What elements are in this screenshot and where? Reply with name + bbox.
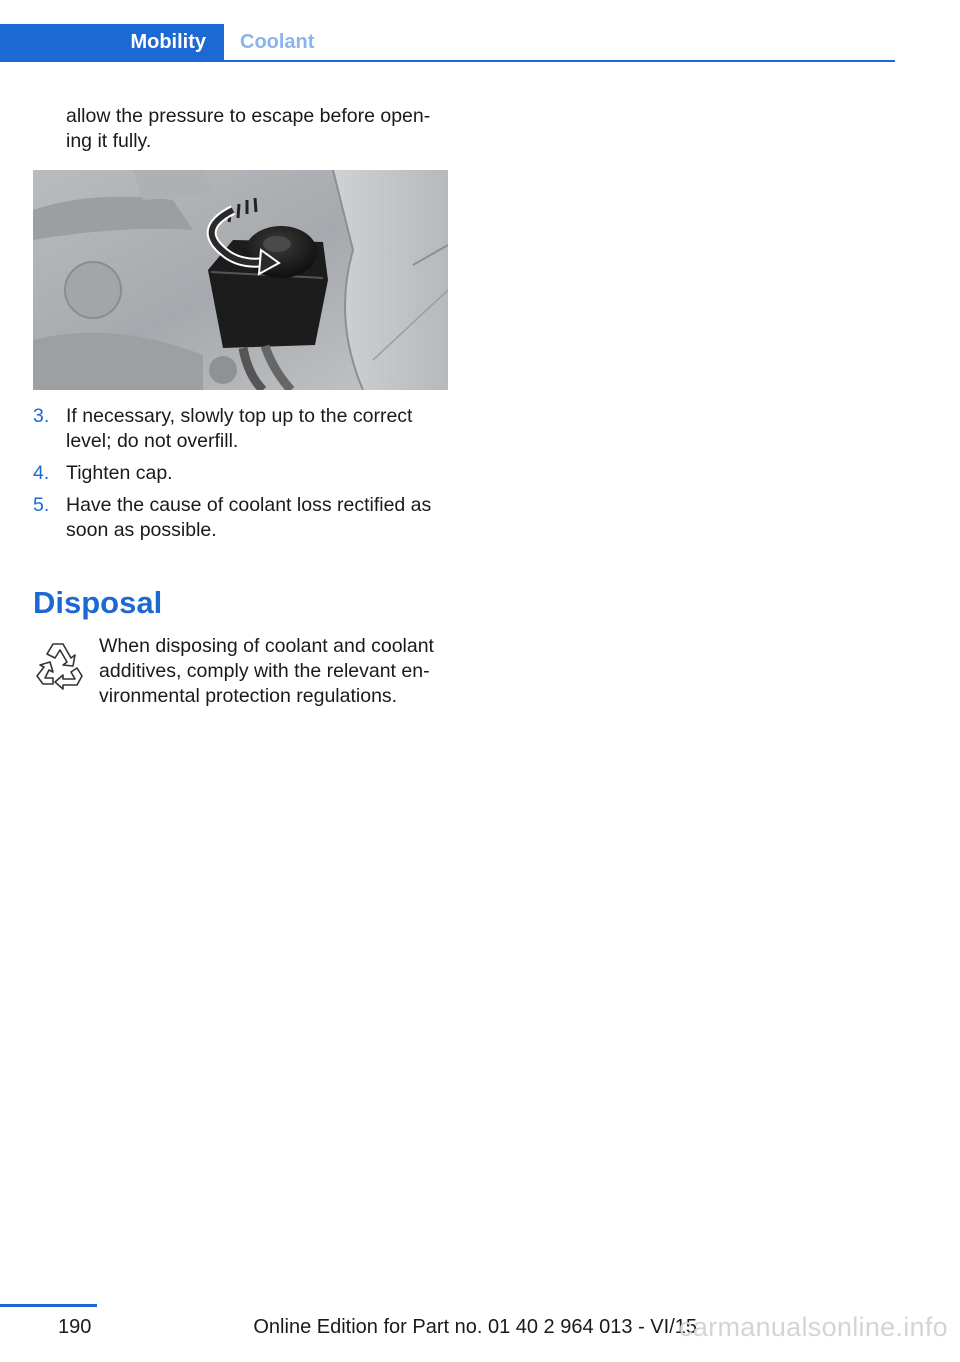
list-item <box>33 461 453 486</box>
tab-mobility-label: Mobility <box>130 30 206 53</box>
list-item <box>33 493 453 543</box>
step-text: Have the cause of coolant loss rectified as soon as possible. <box>66 494 432 541</box>
step-number: 4. <box>33 462 50 484</box>
page-number: 190 <box>58 1316 92 1338</box>
step-text: If necessary, slowly top up to the correct level; do not overfill. <box>66 405 413 452</box>
disposal-paragraph: When disposing of coolant and coolant additives, comply with the relevant en‐ vironmental protection regulations. <box>99 635 434 707</box>
step-text: Tighten cap. <box>66 462 173 484</box>
tab-coolant[interactable] <box>240 24 314 60</box>
tab-mobility[interactable] <box>0 24 224 60</box>
header-bar <box>0 24 895 62</box>
edition-note: Online Edition for Part no. 01 40 2 964 013 - VI/15 <box>253 1316 697 1338</box>
recycle-icon <box>33 638 85 692</box>
intro-paragraph: allow the pressure to escape before open‐ ing it fully. <box>66 105 431 152</box>
step-number: 3. <box>33 405 50 427</box>
section-heading: Disposal <box>33 585 163 620</box>
tab-coolant-label: Coolant <box>240 30 315 53</box>
list-item <box>33 404 453 454</box>
watermark: carmanualsonline.info <box>679 1312 948 1342</box>
step-number: 5. <box>33 494 50 516</box>
footer-divider <box>0 1304 97 1307</box>
header-divider <box>0 60 895 62</box>
coolant-cap-figure <box>33 170 448 390</box>
